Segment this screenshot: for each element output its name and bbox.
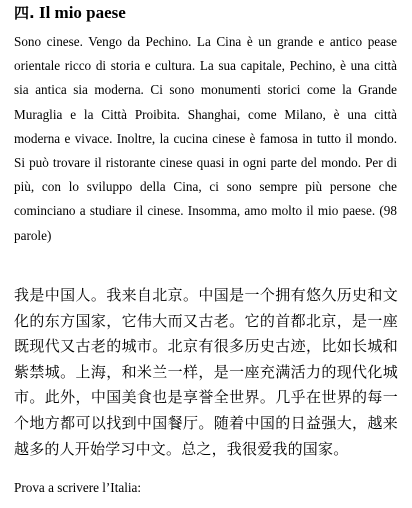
section-title: Il mio paese: [38, 3, 126, 22]
chinese-paragraph: 我是中国人。我来自北京。中国是一个拥有悠久历史和文化的东方国家，它伟大而又古老。它的首都北京，是一座既现代又古老的城市。北京有很多历史古迹，比如长城和紫禁城。上海，和米兰一样，是一座充满活力的现代化城市。此外，中国美食也是享誉全世界。几乎在世界的每一个地方都可以找到中国餐厅。随着中国的日益强大，越来越多的人开始学习中文。总之，我很爱我的国家。: [14, 286, 398, 458]
section-heading: [14, 2, 126, 24]
italian-paragraph: Sono cinese. Vengo da Pechino. La Cina è un grande e antico pease orientale ricco di storia e cultura. La sua capitale, Pechino, è una città sia antica sia moderna. Ci sono monumenti storici come la Grande Muraglia e la Città Proibita. Shanghai, come Milano, è una città moderna e vivace. Inoltre, la cucina cinese è famosa in tutto il mondo. Si può trovare il ristorante cinese quasi in ogni parte del mondo. Per di più, con lo sviluppo della Cina, ci sono sempre più persone che cominciano a studiare il cinese. Insomma, amo molto il mio paese. (98 parole): [14, 34, 397, 243]
section-number: 四.: [14, 4, 35, 22]
writing-prompt: Prova a scrivere l’Italia:: [14, 480, 142, 495]
